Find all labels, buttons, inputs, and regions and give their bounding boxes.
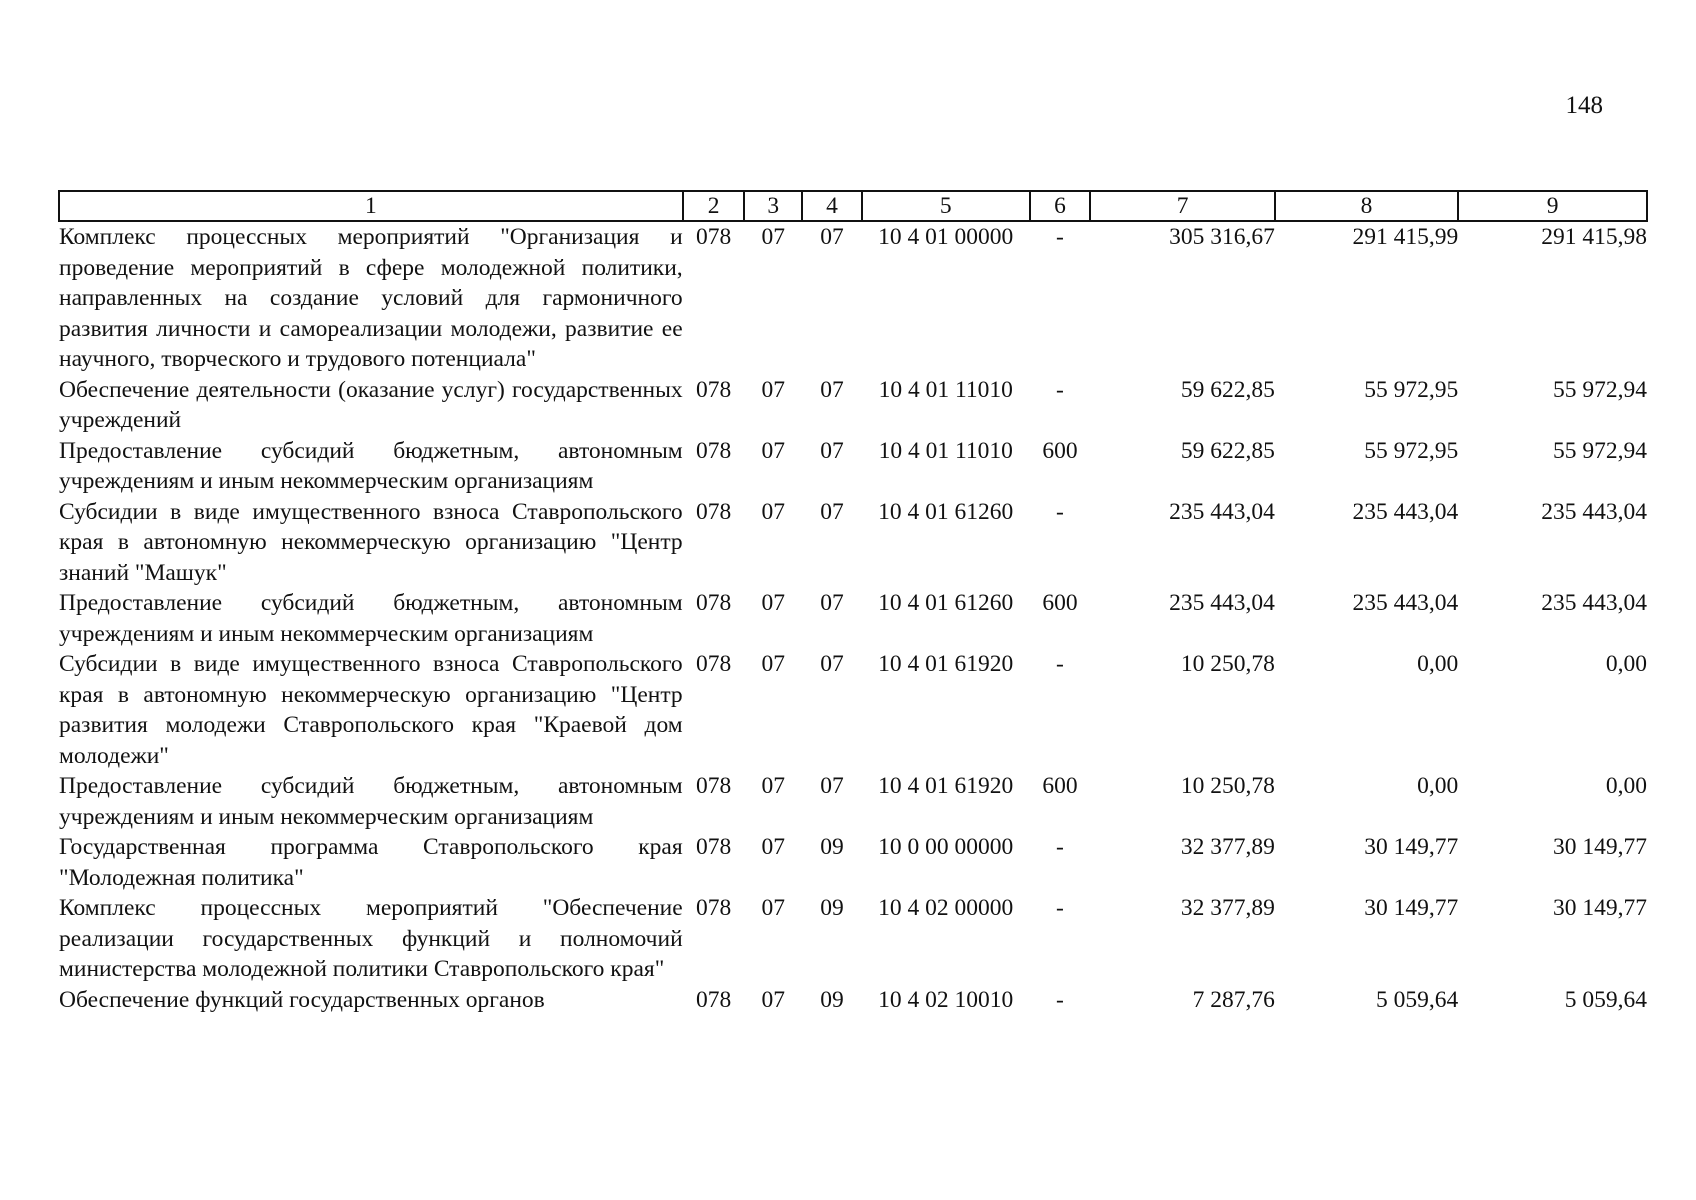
row-description: Предоставление субсидий бюджетным, автономным учреждениям и иным некоммерческим организациям [59,437,683,494]
cell-ministry-code: 078 [695,986,732,1013]
cell-amount-col8: 235 443,04 [1352,590,1459,616]
header-cell: 1 [59,191,683,221]
table-row [59,832,1647,893]
cell-amount-col8: 55 972,95 [1364,437,1459,464]
cell-amount-col9: 291 415,98 [1541,224,1647,250]
table-row [59,893,1647,985]
cell-section-code: 07 [761,986,786,1013]
cell-expense-type: - [1056,224,1064,250]
cell-section-code: 07 [761,773,786,799]
cell-section-code: 07 [761,651,786,677]
cell-target-article: 10 4 01 00000 [878,224,1014,250]
cell-amount-col9: 0,00 [1605,773,1647,799]
cell-expense-type: - [1056,376,1064,403]
cell-subsection-code: 07 [820,376,844,403]
cell-target-article: 10 4 01 61260 [878,590,1014,616]
table-row [59,375,1647,436]
cell-amount-col8: 0,00 [1417,773,1459,799]
header-cell: 9 [1458,191,1647,221]
cell-subsection-code: 07 [820,773,844,799]
cell-target-article: 10 4 02 10010 [878,986,1014,1013]
table-row [59,985,1647,1016]
cell-amount-col7: 59 622,85 [1180,437,1275,464]
cell-amount-col9: 55 972,94 [1553,376,1647,403]
cell-amount-col9: 30 149,77 [1553,895,1647,921]
cell-amount-col8: 0,00 [1417,651,1459,677]
cell-amount-col9: 235 443,04 [1541,498,1647,525]
row-description: Обеспечение деятельности (оказание услуг) государственных учреждений [59,376,683,433]
cell-ministry-code: 078 [695,651,732,677]
cell-ministry-code: 078 [695,590,732,616]
cell-target-article: 10 4 01 61920 [878,651,1014,677]
cell-amount-col7: 59 622,85 [1180,376,1275,403]
cell-expense-type: - [1056,498,1064,525]
row-description: Обеспечение функций государственных органов [59,986,545,1013]
header-row [59,191,1647,221]
cell-subsection-code: 07 [820,498,844,525]
cell-expense-type: - [1056,651,1064,677]
cell-expense-type: - [1056,834,1064,860]
cell-amount-col7: 32 377,89 [1180,895,1275,921]
cell-subsection-code: 07 [820,224,844,250]
row-description: Комплекс процессных мероприятий "Организация и проведение мероприятий в сфере молодежной политики, направленных на создание условий для гармоничного развития личности и самореализации молодежи, развитие ее научного, творческого и трудового потенциала" [59,224,683,372]
cell-expense-type: 600 [1042,773,1078,799]
row-description: Комплекс процессных мероприятий "Обеспечение реализации государственных функций и полномочий министерства молодежной политики Ставропольского края" [59,895,683,982]
header-cell: 5 [862,191,1030,221]
cell-target-article: 10 4 01 61920 [878,773,1014,799]
header-cell: 7 [1090,191,1274,221]
cell-subsection-code: 09 [820,834,844,860]
table-row [59,771,1647,832]
row-description: Предоставление субсидий бюджетным, автономным учреждениям и иным некоммерческим организациям [59,590,683,647]
cell-ministry-code: 078 [695,773,732,799]
cell-subsection-code: 09 [820,986,844,1013]
cell-subsection-code: 07 [820,651,844,677]
budget-table [58,190,1648,1015]
cell-target-article: 10 4 01 11010 [878,376,1013,403]
cell-amount-col7: 7 287,76 [1192,986,1275,1013]
cell-amount-col7: 305 316,67 [1169,224,1275,250]
cell-amount-col8: 55 972,95 [1364,376,1459,403]
cell-section-code: 07 [761,590,786,616]
cell-amount-col9: 0,00 [1605,651,1647,677]
cell-amount-col7: 32 377,89 [1180,834,1275,860]
cell-section-code: 07 [761,498,786,525]
row-description: Предоставление субсидий бюджетным, автономным учреждениям и иным некоммерческим организациям [59,773,683,830]
cell-amount-col8: 291 415,99 [1352,224,1459,250]
cell-amount-col9: 5 059,64 [1564,986,1647,1013]
row-description: Субсидии в виде имущественного взноса Ставропольского края в автономную некоммерческую организацию "Центр развития молодежи Ставропольского края "Краевой дом молодежи" [59,651,683,769]
table-row [59,588,1647,649]
cell-amount-col9: 235 443,04 [1541,590,1647,616]
header-cell: 2 [683,191,745,221]
cell-ministry-code: 078 [695,224,732,250]
header-cell: 3 [744,191,802,221]
cell-amount-col7: 10 250,78 [1180,773,1275,799]
cell-amount-col7: 10 250,78 [1180,651,1275,677]
cell-amount-col8: 30 149,77 [1364,834,1459,860]
cell-amount-col8: 30 149,77 [1364,895,1459,921]
cell-ministry-code: 078 [695,437,732,464]
cell-amount-col8: 5 059,64 [1375,986,1459,1013]
cell-expense-type: - [1056,986,1064,1013]
table-row [59,497,1647,589]
cell-ministry-code: 078 [695,376,732,403]
cell-target-article: 10 4 01 61260 [878,498,1014,525]
cell-ministry-code: 078 [695,498,732,525]
cell-ministry-code: 078 [695,895,732,921]
cell-section-code: 07 [761,376,786,403]
cell-amount-col9: 55 972,94 [1553,437,1647,464]
table-row [59,221,1647,375]
row-description: Государственная программа Ставропольского края "Молодежная политика" [59,834,683,891]
cell-section-code: 07 [761,437,786,464]
header-cell: 4 [802,191,862,221]
page-number: 148 [1565,92,1603,119]
table-row [59,436,1647,497]
cell-expense-type: - [1056,895,1064,921]
header-cell: 6 [1030,191,1091,221]
cell-section-code: 07 [761,224,786,250]
cell-section-code: 07 [761,895,786,921]
cell-subsection-code: 07 [820,437,844,464]
cell-expense-type: 600 [1042,590,1078,616]
table-row [59,649,1647,771]
cell-target-article: 10 4 02 00000 [878,895,1014,921]
cell-amount-col8: 235 443,04 [1352,498,1459,525]
cell-ministry-code: 078 [695,834,732,860]
cell-amount-col7: 235 443,04 [1169,590,1275,616]
header-cell: 8 [1275,191,1458,221]
cell-amount-col9: 30 149,77 [1553,834,1647,860]
cell-subsection-code: 07 [820,590,844,616]
cell-expense-type: 600 [1042,437,1078,464]
row-description: Субсидии в виде имущественного взноса Ставропольского края в автономную некоммерческую организацию "Центр знаний "Машук" [59,498,683,586]
cell-section-code: 07 [761,834,786,860]
cell-amount-col7: 235 443,04 [1169,498,1275,525]
cell-subsection-code: 09 [820,895,844,921]
cell-target-article: 10 0 00 00000 [878,834,1014,860]
cell-target-article: 10 4 01 11010 [878,437,1013,464]
